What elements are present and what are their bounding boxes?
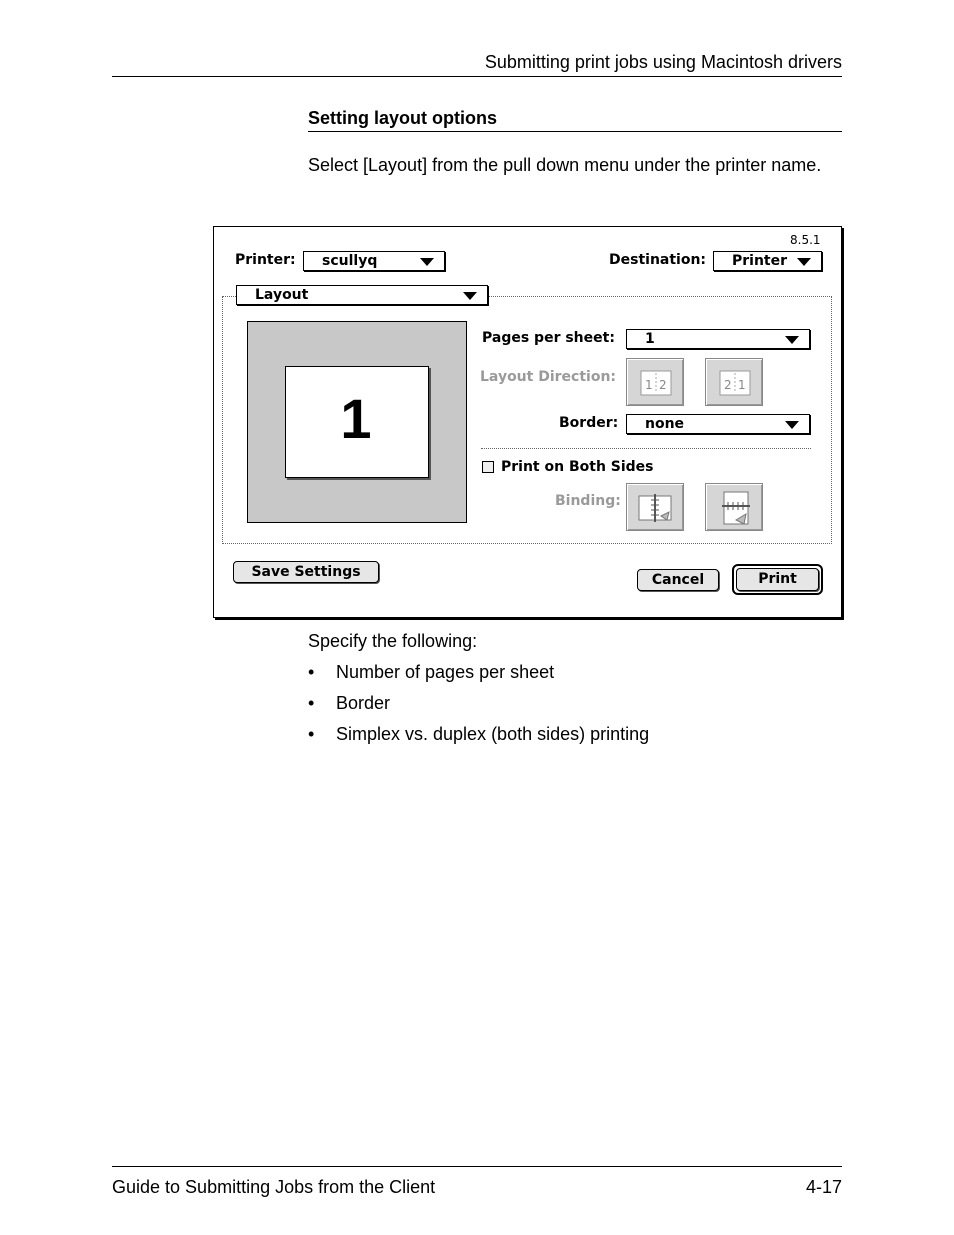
printer-select[interactable] bbox=[303, 251, 445, 271]
destination-select-value: Printer bbox=[732, 253, 788, 269]
section-title: Setting layout options bbox=[308, 108, 497, 128]
long-edge-binding-icon bbox=[627, 484, 685, 532]
cancel-button[interactable]: Cancel bbox=[637, 569, 719, 591]
header-rule bbox=[112, 76, 842, 77]
binding-label: Binding: bbox=[555, 493, 621, 509]
border-select-value: none bbox=[645, 416, 685, 432]
intro-text: Select [Layout] from the pull down menu under the printer name. bbox=[308, 155, 822, 175]
list-item bbox=[308, 693, 390, 714]
layout-direction-left-to-right-button[interactable] bbox=[626, 358, 684, 406]
print-both-sides-checkbox[interactable] bbox=[482, 461, 494, 473]
border-select[interactable] bbox=[626, 414, 810, 434]
list-item-text: Simplex vs. duplex (both sides) printing bbox=[336, 724, 650, 744]
print-button[interactable]: Print bbox=[736, 568, 819, 591]
list-item bbox=[308, 662, 554, 683]
svg-text:2: 2 bbox=[724, 378, 732, 392]
binding-long-edge-button[interactable] bbox=[626, 483, 684, 531]
layout-direction-right-to-left-button[interactable] bbox=[705, 358, 763, 406]
page-number: 4-17 bbox=[805, 1177, 842, 1197]
left-to-right-order-icon bbox=[627, 359, 685, 407]
list-item bbox=[308, 724, 649, 745]
print-both-sides-label: Print on Both Sides bbox=[501, 459, 654, 475]
section-rule bbox=[308, 131, 842, 132]
panel-select-value: Layout bbox=[255, 287, 309, 303]
options-separator bbox=[481, 448, 811, 449]
chevron-down-icon bbox=[420, 258, 434, 266]
panel-select[interactable] bbox=[236, 285, 488, 305]
printer-select-value: scullyq bbox=[322, 253, 378, 269]
version-label: 8.5.1 bbox=[790, 233, 821, 247]
specify-text: Specify the following: bbox=[308, 631, 478, 651]
list-item-text: Number of pages per sheet bbox=[336, 662, 555, 682]
bullet-glyph: • bbox=[308, 693, 315, 713]
binding-short-edge-button[interactable] bbox=[705, 483, 763, 531]
printer-label: Printer: bbox=[235, 252, 296, 268]
chevron-down-icon bbox=[463, 292, 477, 300]
chevron-down-icon bbox=[785, 421, 799, 429]
pages-per-sheet-label: Pages per sheet: bbox=[482, 330, 615, 346]
right-to-left-order-icon bbox=[706, 359, 764, 407]
preview-page-number: 1 bbox=[340, 387, 372, 450]
list-item-text: Border bbox=[336, 693, 391, 713]
running-header: Submitting print jobs using Macintosh drivers bbox=[484, 52, 842, 72]
bullet-glyph: • bbox=[308, 724, 315, 744]
save-settings-button[interactable]: Save Settings bbox=[233, 561, 379, 583]
footer-rule bbox=[112, 1166, 842, 1167]
svg-text:1: 1 bbox=[738, 378, 746, 392]
short-edge-binding-icon bbox=[706, 484, 764, 532]
layout-direction-label: Layout Direction: bbox=[480, 369, 617, 385]
pages-per-sheet-select[interactable] bbox=[626, 329, 810, 349]
svg-text:1: 1 bbox=[645, 378, 653, 392]
border-label: Border: bbox=[559, 415, 619, 431]
bullet-glyph: • bbox=[308, 662, 315, 682]
destination-label: Destination: bbox=[609, 252, 707, 268]
chevron-down-icon bbox=[797, 258, 811, 266]
destination-select[interactable] bbox=[713, 251, 822, 271]
svg-text:2: 2 bbox=[659, 378, 667, 392]
pages-per-sheet-value: 1 bbox=[645, 331, 655, 347]
footer-title: Guide to Submitting Jobs from the Client bbox=[112, 1177, 436, 1197]
chevron-down-icon bbox=[785, 336, 799, 344]
